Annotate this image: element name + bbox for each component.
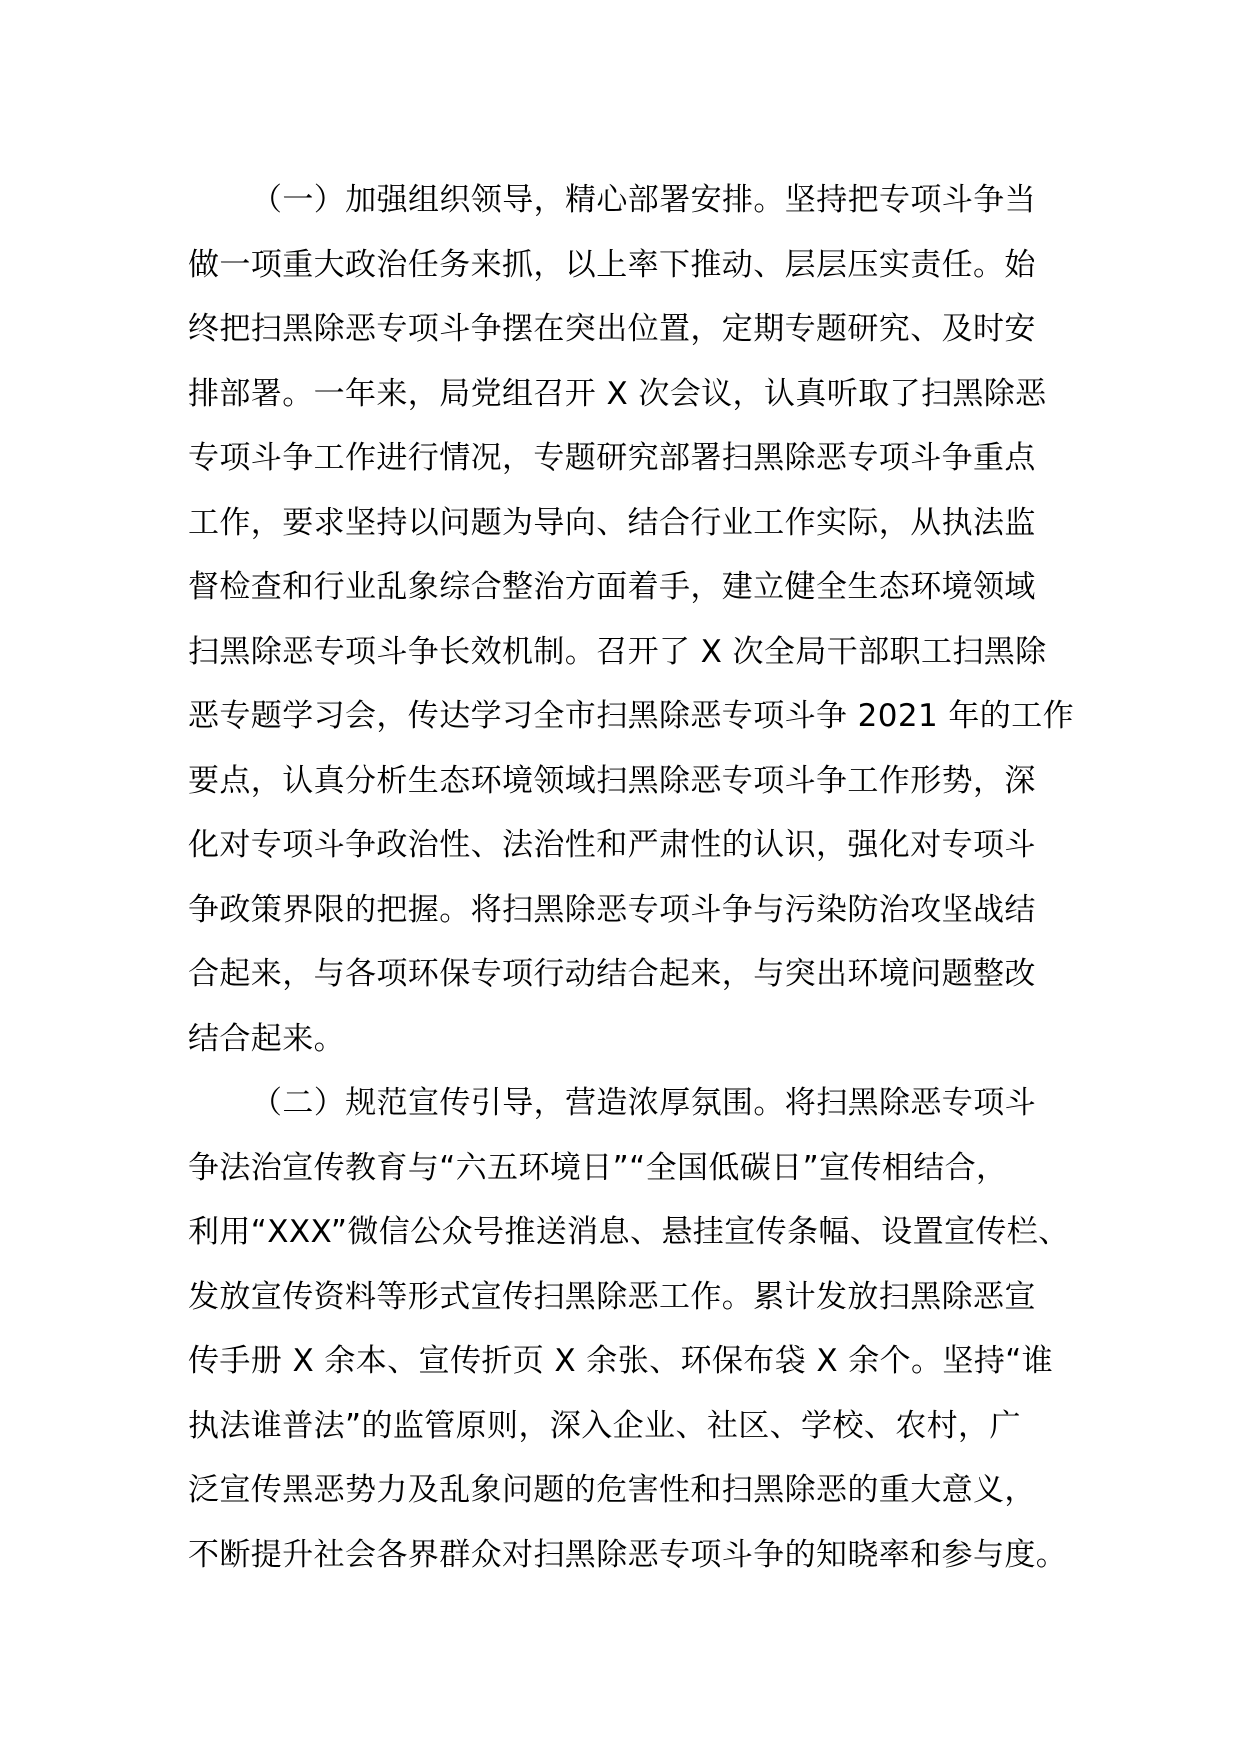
- paragraph-1: [188, 168, 1074, 1071]
- text-line: 恶专题学习会，传达学习全市扫黑除恶专项斗争 2021 年的工作: [188, 698, 1074, 734]
- text-line: 传手册 X 余本、宣传折页 X 余张、环保布袋 X 余个。坚持“谁: [188, 1343, 1054, 1379]
- text-line: 泛宣传黑恶势力及乱象问题的危害性和扫黑除恶的重大意义，: [188, 1472, 1036, 1508]
- text-line: 结合起来。: [188, 1020, 345, 1057]
- text-line: 发放宣传资料等形式宣传扫黑除恶工作。累计发放扫黑除恶宣: [188, 1278, 1036, 1315]
- text-line: 争政策界限的把握。将扫黑除恶专项斗争与污染防治攻坚战结: [188, 891, 1036, 928]
- text-line: 扫黑除恶专项斗争长效机制。召开了 X 次全局干部职工扫黑除: [188, 633, 1047, 670]
- text-line: 不断提升社会各界群众对扫黑除恶专项斗争的知晓率和参与度。: [188, 1536, 1068, 1573]
- text-line: 专项斗争工作进行情况，专题研究部署扫黑除恶专项斗争重点: [188, 440, 1036, 476]
- text-line: （二）规范宣传引导，营造浓厚氛围。将扫黑除恶专项斗: [251, 1085, 1036, 1121]
- text-line: 合起来，与各项环保专项行动结合起来，与突出环境问题整改: [188, 956, 1036, 992]
- text-line: 督检查和行业乱象综合整治方面着手，建立健全生态环境领域: [188, 569, 1036, 605]
- paragraph-2: [188, 1071, 1068, 1587]
- text-line: 做一项重大政治任务来抓，以上率下推动、层层压实责任。始: [188, 246, 1036, 283]
- text-line: 执法谁普法”的监管原则，深入企业、社区、学校、农村，广: [188, 1407, 1021, 1444]
- document-body: [188, 168, 1074, 1587]
- text-line: 终把扫黑除恶专项斗争摆在突出位置，定期专题研究、及时安: [188, 311, 1036, 347]
- text-line: （一）加强组织领导，精心部署安排。坚持把专项斗争当: [251, 182, 1036, 218]
- text-line: 利用“XXX”微信公众号推送消息、悬挂宣传条幅、设置宣传栏、: [188, 1214, 1070, 1250]
- text-line: 排部署。一年来，局党组召开 X 次会议，认真听取了扫黑除恶: [188, 375, 1047, 412]
- text-line: 工作，要求坚持以问题为导向、结合行业工作实际，从执法监: [188, 504, 1036, 541]
- text-line: 要点，认真分析生态环境领域扫黑除恶专项斗争工作形势，深: [188, 762, 1036, 799]
- text-line: 化对专项斗争政治性、法治性和严肃性的认识，强化对专项斗: [188, 827, 1036, 863]
- text-line: 争法治宣传教育与“六五环境日”“全国低碳日”宣传相结合，: [188, 1149, 1008, 1186]
